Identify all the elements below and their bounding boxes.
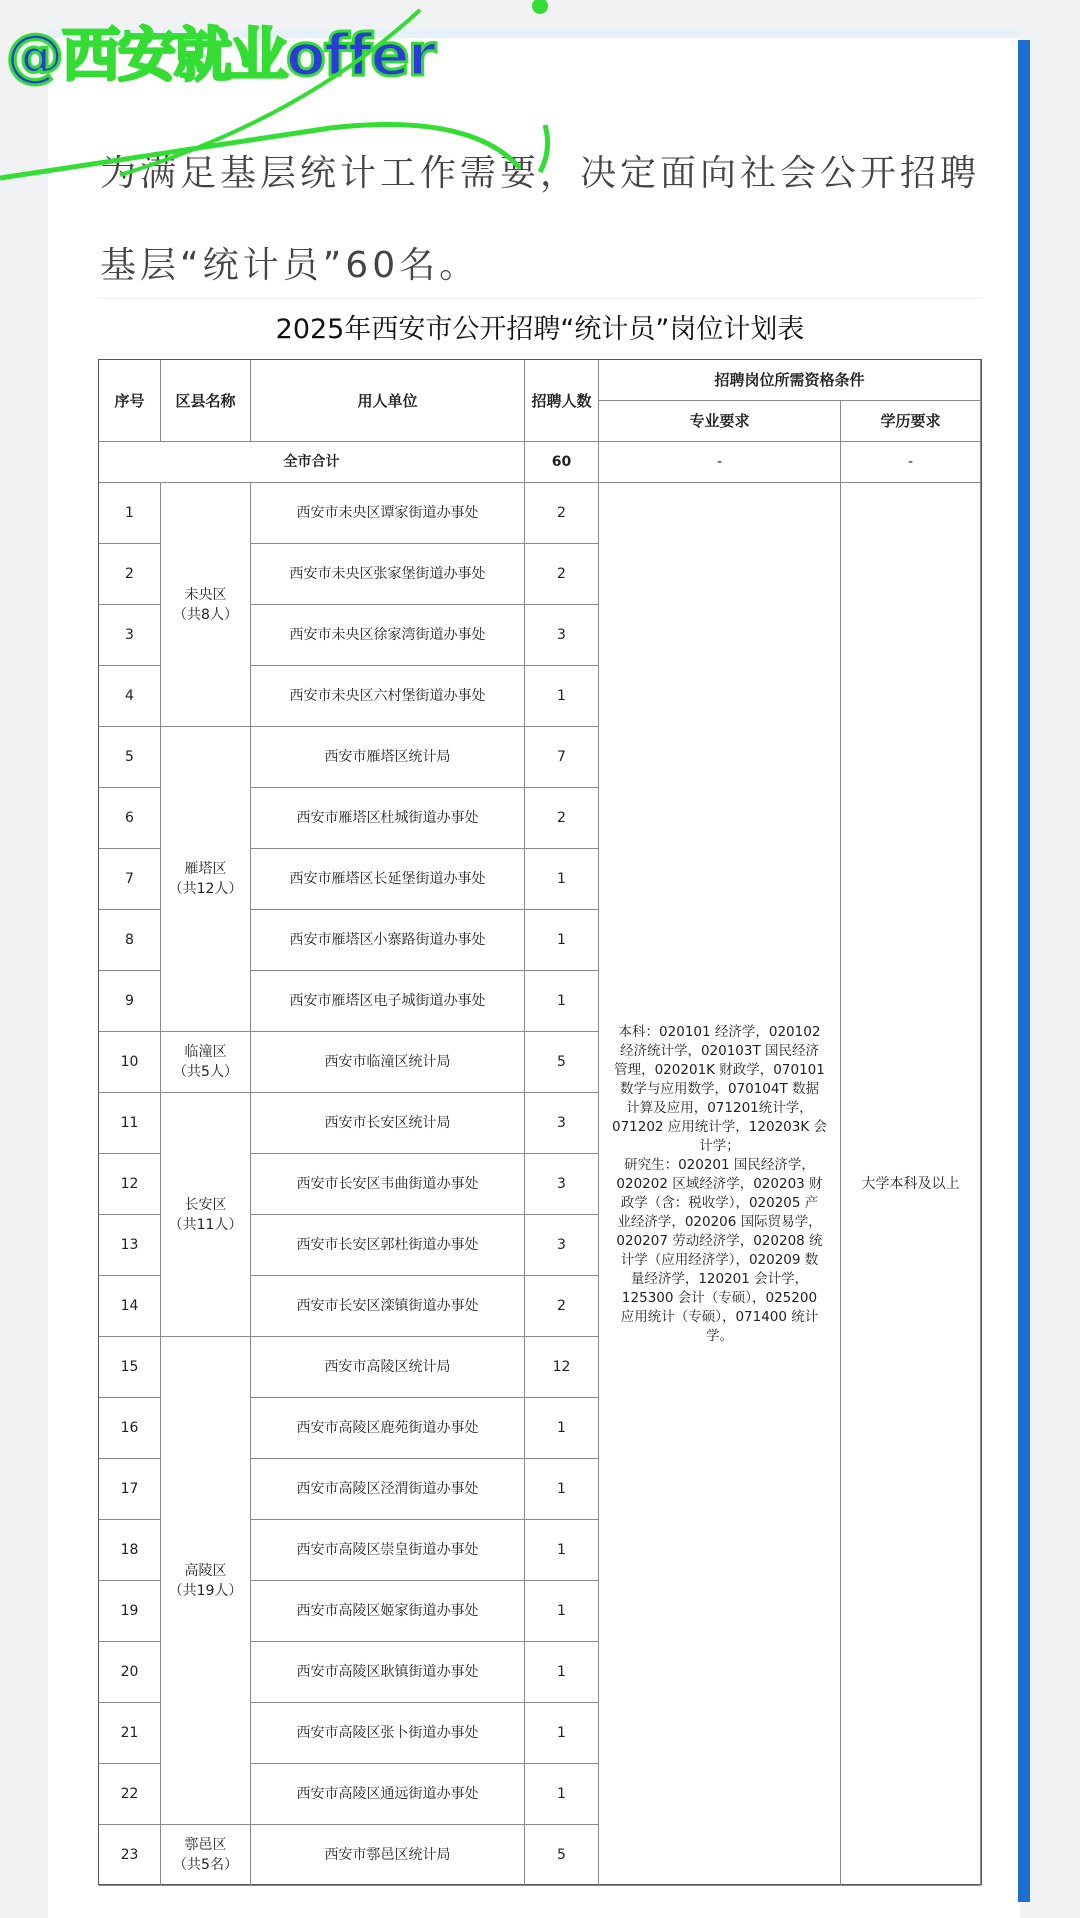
row-seq: 14 (99, 1276, 161, 1337)
row-seq: 12 (99, 1154, 161, 1215)
total-major: - (599, 442, 841, 483)
row-seq: 1 (99, 483, 161, 544)
education-requirement: 大学本科及以上 (841, 483, 981, 1886)
row-seq: 23 (99, 1825, 161, 1886)
row-count: 1 (525, 1398, 599, 1459)
row-count: 2 (525, 1276, 599, 1337)
row-seq: 4 (99, 666, 161, 727)
row-unit: 西安市雁塔区杜城街道办事处 (251, 788, 525, 849)
row-unit: 西安市高陵区统计局 (251, 1337, 525, 1398)
intro-line-1: 为满足基层统计工作需要，决定面向社会公开招聘 (100, 153, 981, 194)
row-unit: 西安市未央区徐家湾街道办事处 (251, 605, 525, 666)
row-unit: 西安市雁塔区电子城街道办事处 (251, 971, 525, 1032)
county-gaoling: 高陵区 （共19人） (161, 1337, 251, 1825)
row-count: 5 (525, 1032, 599, 1093)
row-unit: 西安市高陵区张卜街道办事处 (251, 1703, 525, 1764)
row-seq: 7 (99, 849, 161, 910)
header-qualification: 招聘岗位所需资格条件 (599, 360, 981, 401)
table-title: 2025年西安市公开招聘“统计员”岗位计划表 (98, 298, 982, 361)
row-count: 1 (525, 1703, 599, 1764)
row-count: 1 (525, 1581, 599, 1642)
header-unit: 用人单位 (251, 360, 525, 442)
header-county: 区县名称 (161, 360, 251, 442)
row-count: 2 (525, 483, 599, 544)
row-unit: 西安市高陵区崇皇街道办事处 (251, 1520, 525, 1581)
row-count: 3 (525, 1154, 599, 1215)
county-weiyang: 未央区 （共8人） (161, 483, 251, 727)
row-unit: 西安市长安区滦镇街道办事处 (251, 1276, 525, 1337)
total-count: 60 (525, 442, 599, 483)
row-count: 2 (525, 544, 599, 605)
row-unit: 西安市未央区谭家街道办事处 (251, 483, 525, 544)
row-count: 1 (525, 1642, 599, 1703)
row-count: 5 (525, 1825, 599, 1886)
row-seq: 6 (99, 788, 161, 849)
row-unit: 西安市未央区六村堡街道办事处 (251, 666, 525, 727)
row-count: 1 (525, 971, 599, 1032)
row-seq: 21 (99, 1703, 161, 1764)
major-requirement: 本科：020101 经济学，020102 经济统计学，020103T 国民经济 管理，020201K 财政学，070101 数学与应用数学，070104T 数据 计算及应用，071201统计学， 071202 应用统计学，120203K 会 计学； 研究生：020201 国民经济学， 020202 区域经济学，020203 财 政学（含：税收学），020205 产 业经济学，020206 国际贸易学， 020207 劳动经济学，020208 统 计学（应用经济学），020209 数 量经济学，120201 会计学， 125300 会计（专硕），025200 应用统计（专硕），071400 统计 学。 (599, 483, 841, 1886)
header-major: 专业要求 (599, 401, 841, 442)
row-seq: 8 (99, 910, 161, 971)
county-lintong: 临潼区 （共5人） (161, 1032, 251, 1093)
row-seq: 16 (99, 1398, 161, 1459)
row-unit: 西安市雁塔区长延堡街道办事处 (251, 849, 525, 910)
row-unit: 西安市未央区张家堡街道办事处 (251, 544, 525, 605)
county-yanta: 雁塔区 （共12人） (161, 727, 251, 1032)
scroll-indicator-bar (1018, 40, 1030, 1902)
row-unit: 西安市雁塔区小寨路街道办事处 (251, 910, 525, 971)
row-count: 1 (525, 1459, 599, 1520)
row-seq: 22 (99, 1764, 161, 1825)
row-count: 1 (525, 666, 599, 727)
row-seq: 20 (99, 1642, 161, 1703)
row-seq: 11 (99, 1093, 161, 1154)
row-count: 1 (525, 910, 599, 971)
row-seq: 5 (99, 727, 161, 788)
header-count: 招聘人数 (525, 360, 599, 442)
total-label: 全市合计 (99, 442, 525, 483)
header-seq: 序号 (99, 360, 161, 442)
row-count: 12 (525, 1337, 599, 1398)
row-seq: 18 (99, 1520, 161, 1581)
row-unit: 西安市高陵区姬家街道办事处 (251, 1581, 525, 1642)
row-count: 1 (525, 1520, 599, 1581)
watermark-text: @西安就业offer (6, 21, 435, 89)
intro-paragraph (100, 128, 1000, 312)
row-count: 1 (525, 1764, 599, 1825)
row-seq: 17 (99, 1459, 161, 1520)
row-unit: 西安市鄠邑区统计局 (251, 1825, 525, 1886)
row-unit: 西安市高陵区泾渭街道办事处 (251, 1459, 525, 1520)
county-changan: 长安区 （共11人） (161, 1093, 251, 1337)
row-count: 1 (525, 849, 599, 910)
row-seq: 3 (99, 605, 161, 666)
county-huyi: 鄠邑区 （共5名） (161, 1825, 251, 1886)
row-seq: 9 (99, 971, 161, 1032)
row-unit: 西安市临潼区统计局 (251, 1032, 525, 1093)
intro-line-2: 基层“统计员”60名。 (100, 245, 480, 286)
row-count: 3 (525, 1093, 599, 1154)
row-seq: 15 (99, 1337, 161, 1398)
row-count: 3 (525, 605, 599, 666)
row-unit: 西安市长安区统计局 (251, 1093, 525, 1154)
row-unit: 西安市高陵区通远街道办事处 (251, 1764, 525, 1825)
row-count: 7 (525, 727, 599, 788)
header-education: 学历要求 (841, 401, 981, 442)
row-unit: 西安市雁塔区统计局 (251, 727, 525, 788)
row-seq: 10 (99, 1032, 161, 1093)
row-seq: 2 (99, 544, 161, 605)
row-unit: 西安市高陵区鹿苑街道办事处 (251, 1398, 525, 1459)
row-count: 2 (525, 788, 599, 849)
row-seq: 13 (99, 1215, 161, 1276)
row-seq: 19 (99, 1581, 161, 1642)
total-education: - (841, 442, 981, 483)
row-count: 3 (525, 1215, 599, 1276)
row-unit: 西安市长安区郭杜街道办事处 (251, 1215, 525, 1276)
row-unit: 西安市长安区韦曲街道办事处 (251, 1154, 525, 1215)
recruitment-plan-table (98, 359, 982, 1885)
row-unit: 西安市高陵区耿镇街道办事处 (251, 1642, 525, 1703)
